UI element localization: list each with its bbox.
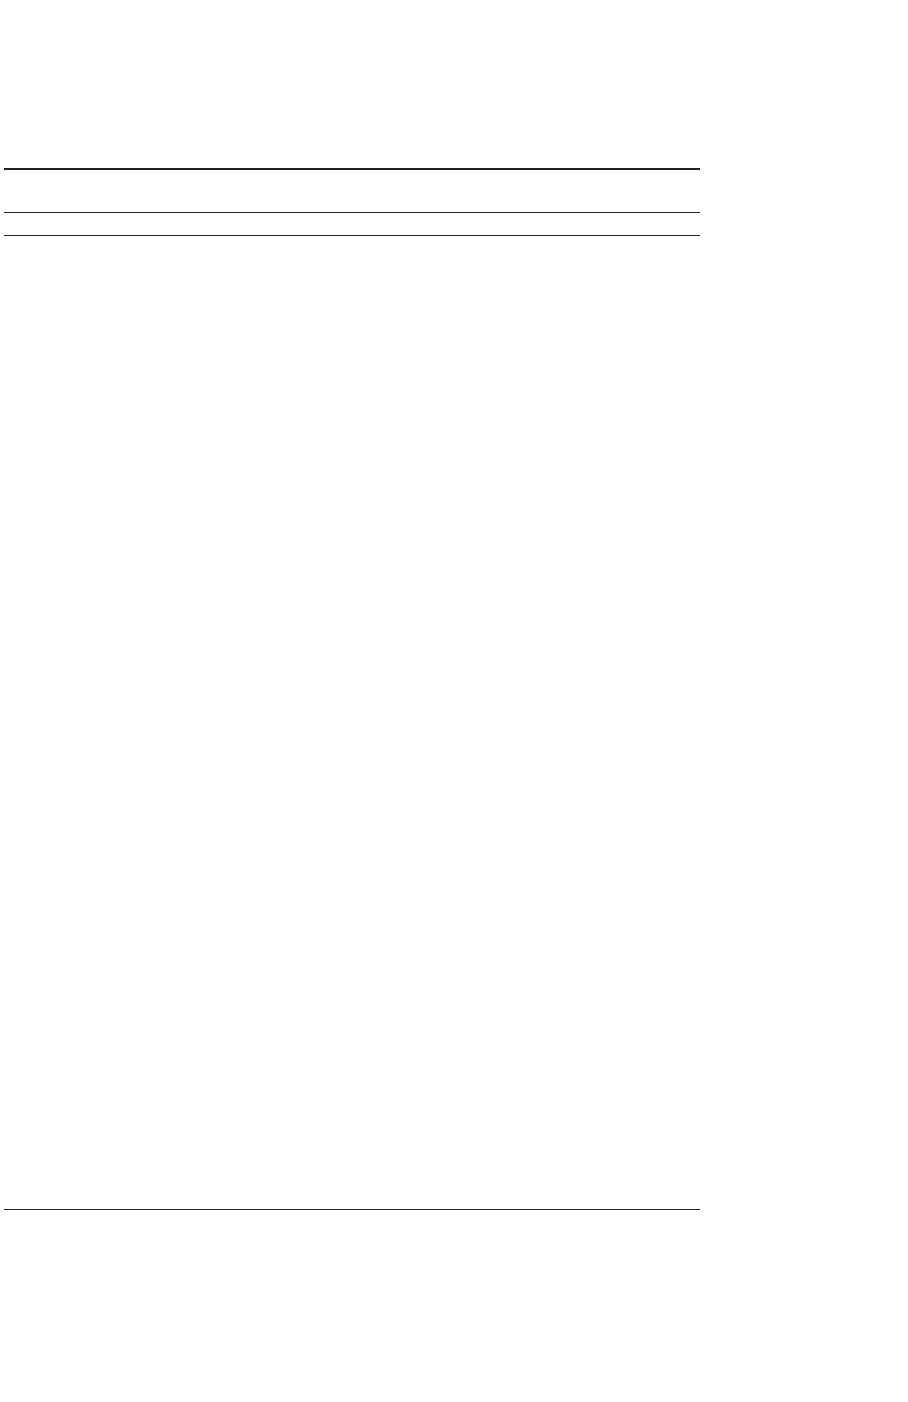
divider [4, 1209, 700, 1210]
divider [4, 168, 700, 170]
divider [4, 212, 700, 213]
divider [4, 235, 700, 236]
